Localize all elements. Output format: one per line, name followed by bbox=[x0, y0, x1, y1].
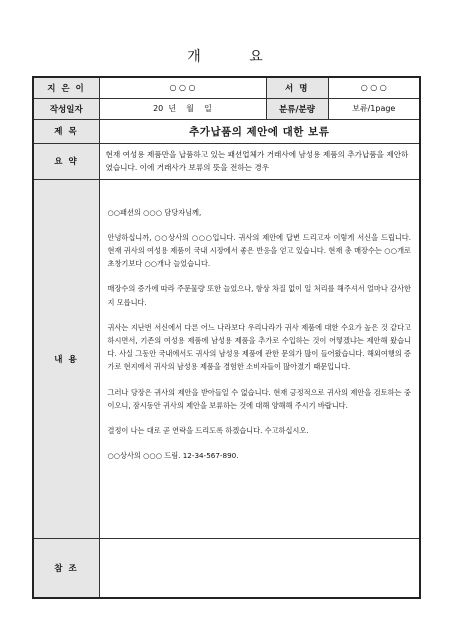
category-label: 분류/분량 bbox=[266, 98, 328, 119]
subject-label: 제 목 bbox=[33, 119, 99, 143]
author-label: 지 은 이 bbox=[33, 77, 99, 98]
reference-row bbox=[33, 538, 420, 598]
content-row bbox=[33, 179, 420, 538]
letter-paragraph: 매장수의 증가에 따라 주문물량 또한 늘었으나, 항상 차질 없이 일 처리를 해주셔서 얼마나 감사한지 모릅니다. bbox=[107, 284, 411, 307]
subject-value: 추가납품의 제안에 대한 보류 bbox=[99, 119, 420, 143]
letter-paragraph: 귀사는 지난번 서신에서 다른 어느 나라보다 우리나라가 귀사 제품에 대한 수요가 높은 것 같다고 하시면서, 기존의 여성용 제품에 남성용 제품을 추가로 수입하는 것이 어떻겠냐는 제안해 왔습니다. 사실 그동안 국내에서도 귀사의 남성용 제품에 관한 문의가 많이 들어왔습니다. 해외여행의 증가로 현지에서 귀사의 남성용 제품을 경험한 소비자들이 많아졌기 때문입니다. bbox=[107, 322, 411, 372]
content-label: 내 용 bbox=[33, 179, 99, 538]
author-row bbox=[33, 77, 420, 98]
summary-label: 요 약 bbox=[33, 143, 99, 179]
signature-value: ○ ○ ○ bbox=[328, 77, 420, 98]
letter-greeting: ○○패션의 ○○○ 담당자님께, bbox=[107, 207, 202, 217]
author-value: ○ ○ ○ bbox=[99, 77, 266, 98]
letter-paragraph: 그러나 당장은 귀사의 제안을 받아들일 수 없습니다. 현재 긍정적으로 귀사의 제안을 검토하는 중이오니, 잠시동안 귀사의 제안을 보류하는 것에 대해 양해해 주시기 바랍니다. bbox=[107, 387, 411, 410]
document-title: 개 요 bbox=[187, 49, 285, 65]
subject-row bbox=[33, 119, 420, 143]
reference-value bbox=[99, 538, 420, 598]
reference-label: 참 조 bbox=[33, 538, 99, 598]
letter-signature: ○○상사의 ○○○ 드림. 12-34-567-890. bbox=[107, 451, 239, 461]
date-label: 작성일자 bbox=[33, 98, 99, 119]
date-value: 20 년 월 일 bbox=[99, 98, 266, 119]
category-value: 보류/1page bbox=[328, 98, 420, 119]
letter-closing: 결정이 나는 대로 곧 연락을 드리도록 하겠습니다. 수고하십시오. bbox=[107, 425, 309, 435]
summary-value: 현재 여성용 제품만을 납품하고 있는 패션업체가 거래사에 남성용 제품의 추가납품을 제안하였습니다. 이에 거래사가 보류의 뜻을 전하는 경우 bbox=[99, 143, 420, 179]
letter-body bbox=[99, 179, 420, 538]
document-form bbox=[32, 76, 421, 599]
date-row bbox=[33, 98, 420, 119]
letter-paragraph: 안녕하십니까, ○○상사의 ○○○입니다. 귀사의 제안에 답변 드리고자 이렇게 서신을 드립니다. 현재 귀사의 여성용 제품이 국내 시장에서 좋은 반응을 얻고 있습니다. 현재 총 매장수는 ○○개로 초창기보다 ○○개나 늘었습니다. bbox=[107, 232, 411, 269]
signature-label: 서 명 bbox=[266, 77, 328, 98]
summary-row bbox=[33, 143, 420, 179]
